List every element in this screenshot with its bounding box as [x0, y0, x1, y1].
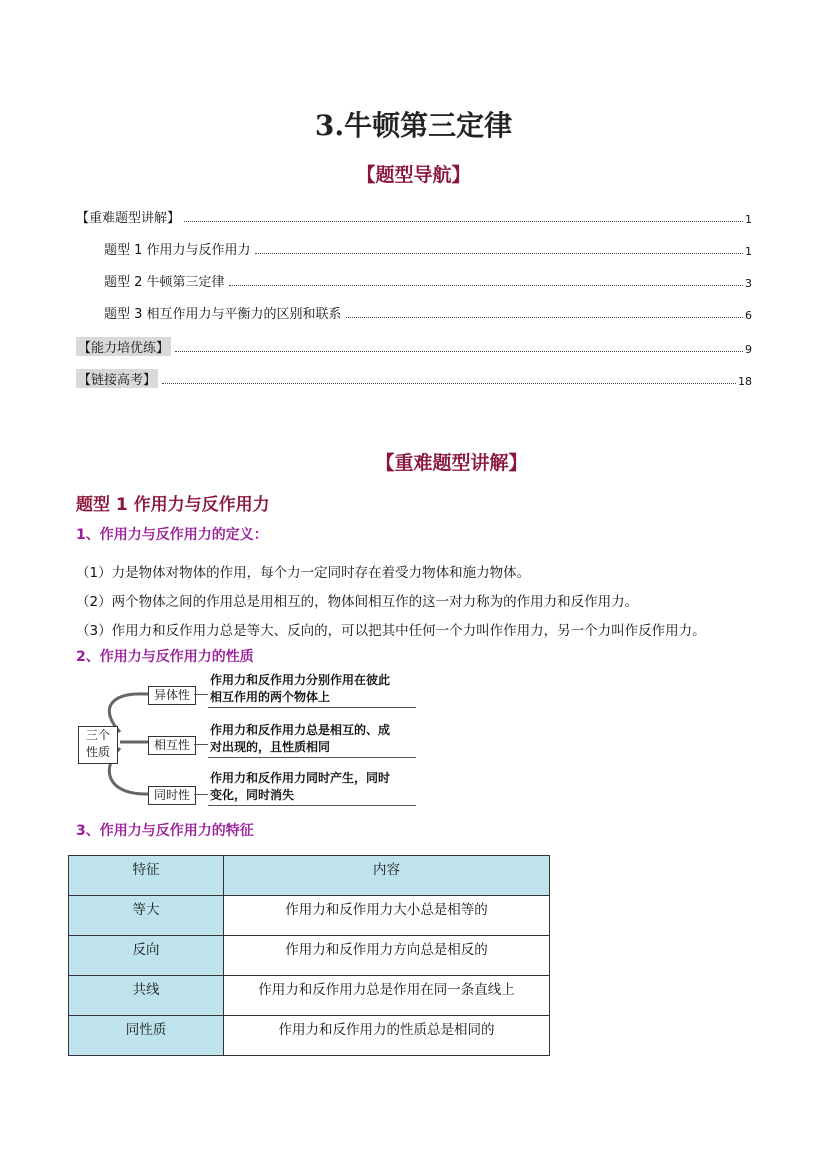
underline	[208, 805, 416, 806]
table-header-row	[69, 856, 550, 896]
toc-entry[interactable]	[104, 236, 752, 258]
toc-leader	[162, 383, 736, 384]
topic-title: 题型 1 作用力与反作用力	[76, 495, 270, 515]
features-heading: 3、作用力与反作用力的特征	[76, 823, 254, 839]
toc-entry[interactable]	[104, 300, 752, 322]
connector	[194, 794, 208, 795]
table-cell: 等大	[69, 896, 224, 936]
table-cell: 作用力和反作用力的性质总是相同的	[224, 1016, 550, 1056]
branch-box: 相互性	[148, 736, 196, 755]
toc-leader	[229, 285, 743, 286]
table-row	[69, 1016, 550, 1056]
branch-desc: 作用力和反作用力同时产生，同时 变化，同时消失	[210, 771, 391, 802]
table-header: 内容	[224, 856, 550, 896]
toc-label: 【能力培优练】	[76, 337, 171, 356]
connector	[194, 744, 208, 745]
toc-entry[interactable]	[76, 366, 752, 388]
section-heading: 【重难题型讲解】	[375, 452, 528, 474]
toc-leader	[175, 351, 743, 352]
toc-label: 题型 2 牛顿第三定律	[104, 275, 225, 290]
toc-label: 题型 1 作用力与反作用力	[104, 243, 251, 258]
features-table	[68, 855, 550, 1056]
toc-leader	[255, 253, 743, 254]
table-header: 特征	[69, 856, 224, 896]
paragraph: （2）两个物体之间的作用总是用相互的，物体间相互作的这一对力称为的作用力和反作用力。	[76, 594, 639, 610]
table-cell: 同性质	[69, 1016, 224, 1056]
properties-heading: 2、作用力与反作用力的性质	[76, 649, 254, 665]
definition-heading: 1、作用力与反作用力的定义：	[76, 527, 268, 543]
branch-desc: 作用力和反作用力总是相互的、成 对出现的，且性质相同	[210, 723, 391, 754]
branch-box: 同时性	[148, 786, 196, 805]
underline	[208, 757, 416, 758]
toc-page: 9	[745, 343, 752, 356]
table-cell: 反向	[69, 936, 224, 976]
underline	[208, 707, 416, 708]
toc-label: 题型 3 相互作用力与平衡力的区别和联系	[104, 307, 342, 322]
toc-page: 18	[738, 375, 752, 388]
table-cell: 作用力和反作用力总是作用在同一条直线上	[224, 976, 550, 1016]
page-title: 3.牛顿第三定律	[314, 109, 513, 142]
toc-page: 3	[745, 277, 752, 290]
table-row	[69, 936, 550, 976]
toc-leader	[184, 221, 743, 222]
toc-page: 1	[745, 245, 752, 258]
toc-label: 【重难题型讲解】	[76, 211, 181, 226]
toc-page: 6	[745, 309, 752, 322]
toc-entry[interactable]	[76, 334, 752, 356]
nav-heading: 【题型导航】	[356, 164, 471, 186]
connector	[194, 694, 208, 695]
center-box: 三个 性质	[78, 726, 118, 764]
paragraph: （1）力是物体对物体的作用，每个力一定同时存在着受力物体和施力物体。	[76, 565, 531, 581]
toc-entry[interactable]	[76, 204, 752, 226]
toc-leader	[346, 317, 743, 318]
properties-diagram	[76, 672, 418, 808]
table-cell: 共线	[69, 976, 224, 1016]
toc-label: 【链接高考】	[76, 369, 158, 388]
toc-entry[interactable]	[104, 268, 752, 290]
branch-box: 异体性	[148, 686, 196, 705]
toc-page: 1	[745, 213, 752, 226]
branch-desc: 作用力和反作用力分别作用在彼此 相互作用的两个物体上	[210, 673, 391, 704]
table-cell: 作用力和反作用力大小总是相等的	[224, 896, 550, 936]
table-row	[69, 896, 550, 936]
paragraph: （3）作用力和反作用力总是等大、反向的，可以把其中任何一个力叫作作用力，另一个力叫作反作用力。	[76, 623, 706, 639]
table-cell: 作用力和反作用力方向总是相反的	[224, 936, 550, 976]
table-row	[69, 976, 550, 1016]
